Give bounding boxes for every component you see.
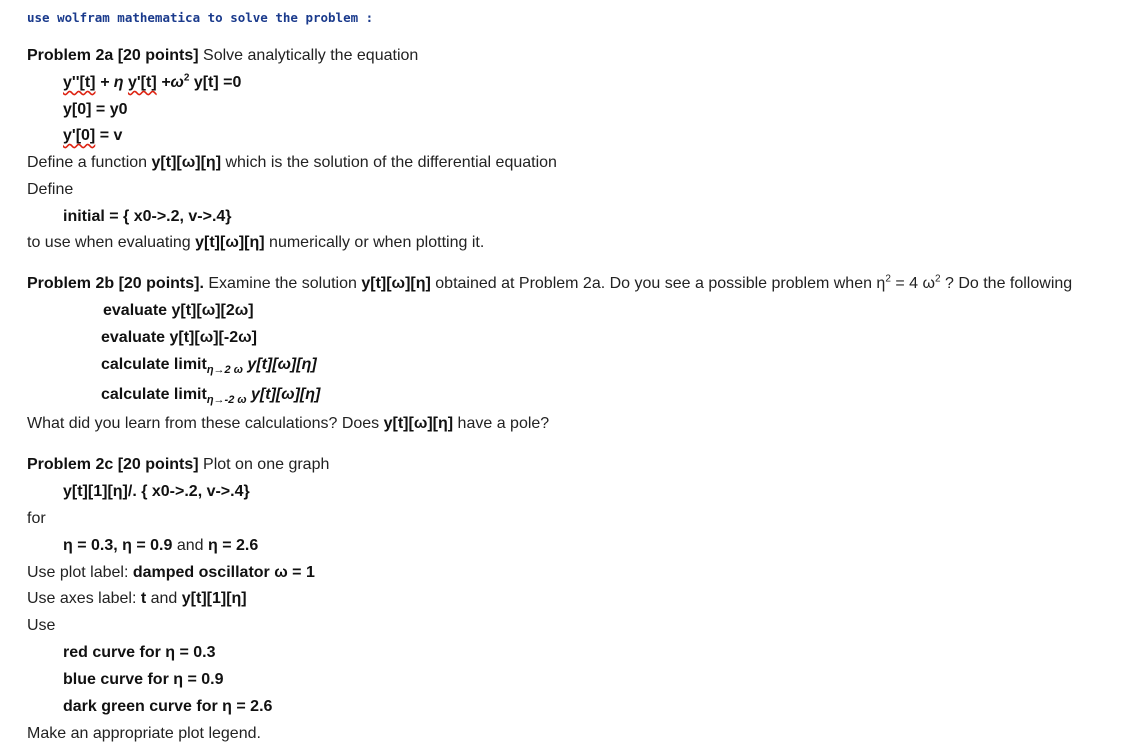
- task-limit-minus-2w: [101, 385, 320, 405]
- limit-sub-1: η→2 ω: [206, 364, 243, 377]
- problem-2c-title: Problem 2c [20 points]: [27, 456, 199, 473]
- define-func-name: y[t][ω][η]: [151, 154, 222, 171]
- initial-values: initial = { x0->.2, v->.4}: [63, 208, 232, 225]
- p2b-func-name: y[t][ω][η]: [361, 275, 431, 292]
- task-evaluate-minus-2w: evaluate y[t][ω][-2ω]: [101, 329, 257, 346]
- eq-eta-term: + η: [99, 74, 124, 91]
- problem-2b-title: Problem 2b [20 points].: [27, 275, 204, 292]
- p2b-exp-2: 2: [934, 273, 941, 285]
- use-label: Use: [27, 617, 56, 634]
- limit-expr-2: y[t][ω][η]: [246, 386, 321, 403]
- limit-label-2: calculate limit: [101, 386, 207, 403]
- eq-y-double-prime: y''[t]: [63, 74, 96, 91]
- problem-2c-intro: Plot on one graph: [198, 456, 330, 473]
- eq-omega-exp: 2: [183, 72, 190, 84]
- plot-legend-instruction: Make an appropriate plot legend.: [27, 725, 261, 742]
- use-text-c: numerically or when plotting it.: [264, 234, 485, 251]
- axes-label-y: y[t][1][η]: [181, 590, 247, 607]
- problem-2a-title: Problem 2a [20 points]: [27, 47, 199, 64]
- equation-ode: [63, 73, 241, 93]
- equation-initial-v: [63, 126, 122, 146]
- eq-v: = v: [95, 127, 123, 144]
- eq-y-prime: y'[t]: [127, 74, 157, 91]
- problem-2b-heading: [27, 274, 1072, 294]
- header-instruction: use wolfram mathematica to solve the problem :: [27, 10, 374, 25]
- question-a: What did you learn from these calculations? Does: [27, 415, 384, 432]
- p2b-question: [27, 414, 549, 434]
- eta-values-c: η = 2.6: [207, 537, 259, 554]
- problem-2a-intro: Solve analytically the equation: [203, 47, 419, 64]
- task-evaluate-2w: evaluate y[t][ω][2ω]: [103, 302, 254, 319]
- task-limit-2w: [101, 355, 317, 375]
- question-func: y[t][ω][η]: [383, 415, 454, 432]
- axes-label-t: t: [140, 590, 147, 607]
- eta-values-and: and: [172, 537, 208, 554]
- axes-label-prefix: Use axes label:: [27, 590, 141, 607]
- define-label: Define: [27, 181, 74, 198]
- plot-expression: y[t][1][η]/. { x0->.2, v->.4}: [63, 483, 250, 500]
- p2b-text-3: obtained at Problem 2a. Do you see a possible problem when η: [430, 275, 886, 292]
- axes-label-and: and: [146, 590, 182, 607]
- green-curve-spec: dark green curve for η = 2.6: [63, 698, 273, 715]
- limit-label-1: calculate limit: [101, 356, 207, 373]
- use-when-text: [27, 233, 484, 253]
- define-text-c: which is the solution of the differential equation: [221, 154, 557, 171]
- use-text-a: to use when evaluating: [27, 234, 196, 251]
- blue-curve-spec: blue curve for η = 0.9: [63, 671, 224, 688]
- p2b-text-7: ? Do the following: [940, 275, 1073, 292]
- problem-2a-heading: [27, 46, 418, 66]
- limit-sub-2: η→-2 ω: [206, 394, 247, 407]
- define-text-a: Define a function: [27, 154, 152, 171]
- for-label: for: [27, 510, 46, 527]
- p2b-exp-1: 2: [885, 273, 891, 285]
- plot-label-prefix: Use plot label:: [27, 564, 133, 581]
- problem-2c-heading: [27, 455, 329, 475]
- eq-y-prime-0: y'[0]: [63, 127, 96, 144]
- p2b-text-5: = 4 ω: [890, 275, 935, 292]
- define-function-text: [27, 153, 557, 173]
- eq-omega: +ω: [161, 74, 184, 91]
- red-curve-spec: red curve for η = 0.3: [63, 644, 216, 661]
- plot-label-line: [27, 563, 315, 583]
- equation-initial-y: y[0] = y0: [63, 101, 128, 118]
- use-func-name: y[t][ω][η]: [195, 234, 265, 251]
- axes-label-line: [27, 589, 247, 609]
- eta-values-a: η = 0.3, η = 0.9: [63, 537, 173, 554]
- eq-y-term: y[t] =0: [189, 74, 242, 91]
- question-c: have a pole?: [453, 415, 550, 432]
- p2b-text-1: Examine the solution: [203, 275, 362, 292]
- limit-expr-1: y[t][ω][η]: [242, 356, 317, 373]
- plot-label-value: damped oscillator ω = 1: [132, 564, 315, 581]
- eta-values: [63, 536, 258, 556]
